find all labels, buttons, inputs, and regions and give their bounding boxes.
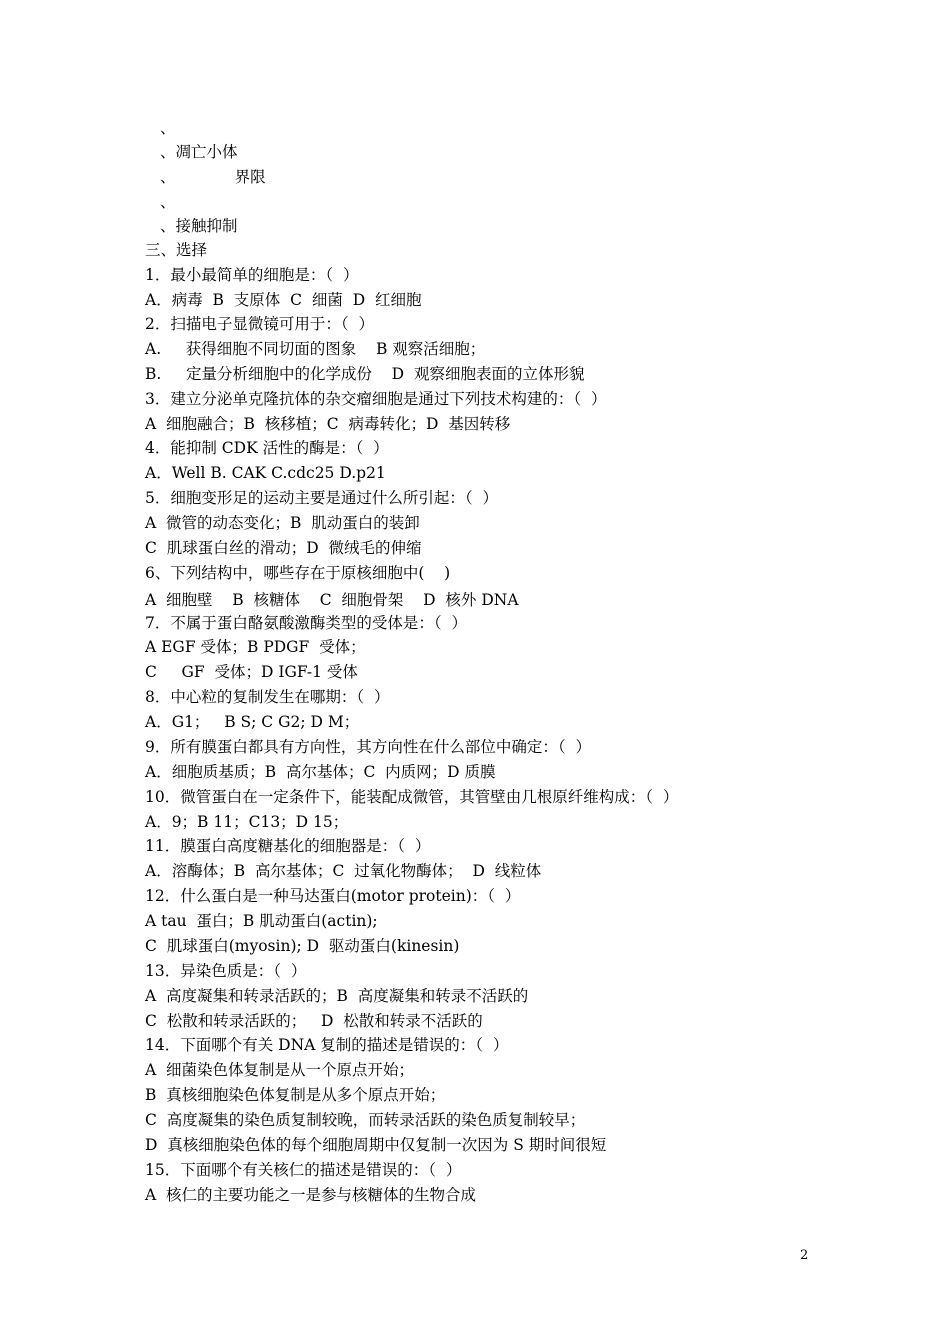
- text-line: 3．建立分泌单克隆抗体的杂交瘤细胞是通过下列技术构建的：（ ）: [145, 390, 607, 408]
- text-line: 、 界限: [160, 168, 266, 186]
- text-line: A．细胞质基质；B 高尔基体；C 内质网；D 质膜: [145, 763, 496, 781]
- text-line: 、凋亡小体: [160, 143, 238, 161]
- text-line: A 细胞壁 B 核糖体 C 细胞骨架 D 核外 DNA: [145, 591, 519, 609]
- text-line: A．Well B. CAK C.cdc25 D.p21: [145, 464, 386, 482]
- page-number: 2: [800, 1248, 809, 1263]
- text-line: 10．微管蛋白在一定条件下，能装配成微管，其管壁由几根原纤维构成：（ ）: [145, 788, 679, 806]
- text-line: A 细胞融合；B 核移植；C 病毒转化；D 基因转移: [145, 415, 511, 433]
- text-line: A．溶酶体；B 高尔基体；C 过氧化物酶体； D 线粒体: [145, 862, 542, 880]
- text-line: 13．异染色质是：（ ）: [145, 962, 307, 980]
- text-line: 8．中心粒的复制发生在哪期：（ ）: [145, 688, 390, 706]
- text-line: 4．能抑制 CDK 活性的酶是：（ ）: [145, 439, 389, 457]
- text-line: A EGF 受体；B PDGF 受体；: [145, 638, 366, 656]
- text-line: C 肌球蛋白(myosin); D 驱动蛋白(kinesin): [145, 937, 460, 955]
- text-line: C 高度凝集的染色质复制较晚，而转录活跃的染色质复制较早；: [145, 1111, 586, 1129]
- text-line: 、: [160, 193, 176, 211]
- text-line: 、: [160, 119, 176, 137]
- text-line: 15．下面哪个有关核仁的描述是错误的：（ ）: [145, 1161, 462, 1179]
- text-line: 1．最小最简单的细胞是：（ ）: [145, 266, 359, 284]
- text-line: C 肌球蛋白丝的滑动；D 微绒毛的伸缩: [145, 539, 422, 557]
- text-line: A．G1； B S; C G2; D M；: [145, 713, 360, 731]
- text-line: A．病毒 B 支原体 C 细菌 D 红细胞: [145, 291, 422, 309]
- text-line: 14．下面哪个有关 DNA 复制的描述是错误的：（ ）: [145, 1036, 509, 1054]
- text-line: A 核仁的主要功能之一是参与核糖体的生物合成: [145, 1186, 477, 1204]
- text-line: A. 获得细胞不同切面的图象 B 观察活细胞；: [145, 340, 486, 358]
- text-line: A．9；B 11；C13；D 15；: [145, 813, 349, 831]
- text-line: C GF 受体；D IGF-1 受体: [145, 663, 358, 681]
- text-line: C 松散和转录活跃的； D 松散和转录不活跃的: [145, 1012, 483, 1030]
- text-line: 、接触抑制: [160, 217, 238, 235]
- text-line: A tau 蛋白；B 肌动蛋白(actin);: [145, 912, 378, 930]
- text-line: 12．什么蛋白是一种马达蛋白(motor protein)：（ ）: [145, 887, 521, 905]
- text-line: 2．扫描电子显微镜可用于：（ ）: [145, 315, 374, 333]
- text-line: D 真核细胞染色体的每个细胞周期中仅复制一次因为 S 期时间很短: [145, 1136, 607, 1154]
- text-line: A 细菌染色体复制是从一个原点开始；: [145, 1061, 415, 1079]
- text-line: 11．膜蛋白高度糖基化的细胞器是：（ ）: [145, 837, 431, 855]
- text-line: 三、选择: [145, 241, 208, 259]
- text-line: 6、下列结构中，哪些存在于原核细胞中( ): [145, 564, 451, 582]
- text-line: 5．细胞变形足的运动主要是通过什么所引起：（ ）: [145, 489, 498, 507]
- text-line: 9．所有膜蛋白都具有方向性，其方向性在什么部位中确定：（ ）: [145, 738, 591, 756]
- text-line: B. 定量分析细胞中的化学成份 D 观察细胞表面的立体形貌: [145, 365, 585, 383]
- text-line: A 微管的动态变化；B 肌动蛋白的装卸: [145, 514, 420, 532]
- text-line: 7．不属于蛋白酪氨酸激酶类型的受体是：（ ）: [145, 614, 467, 632]
- text-line: A 高度凝集和转录活跃的；B 高度凝集和转录不活跃的: [145, 987, 529, 1005]
- text-line: B 真核细胞染色体复制是从多个原点开始；: [145, 1086, 446, 1104]
